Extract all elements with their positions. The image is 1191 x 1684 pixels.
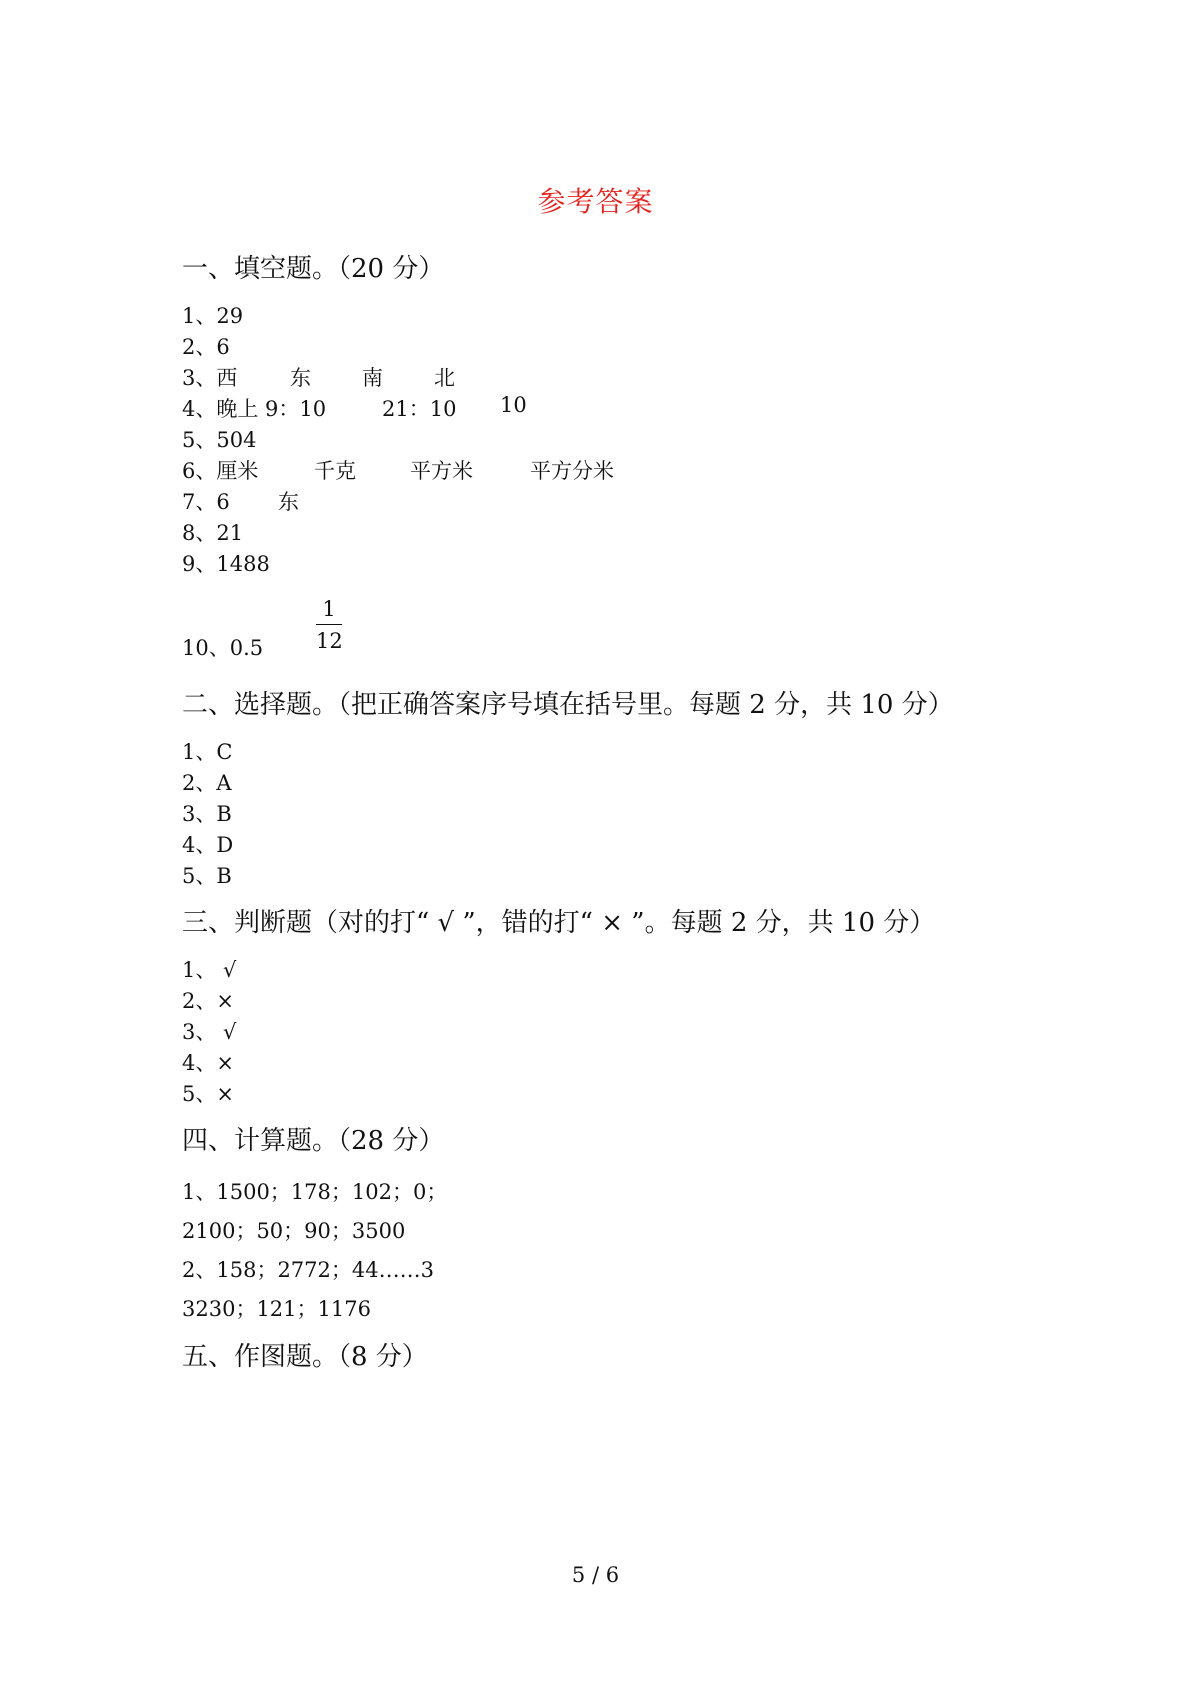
answer-line [182, 300, 243, 330]
answer-text: 4、晚上 9：10 [182, 397, 327, 421]
answer-line: 4、× [182, 1051, 234, 1075]
answer-text: 21：10 [382, 397, 457, 421]
section-heading-calculation: 四、计算题。（28 分） [182, 1126, 445, 1156]
section-heading-multiple-choice: 二、选择题。（把正确答案序号填在括号里。每题 2 分，共 10 分） [182, 690, 954, 720]
section-heading-fill-in: 一、填空题。（20 分） [182, 254, 445, 284]
answer-line [182, 331, 230, 361]
answer-line: 1、C [182, 740, 233, 764]
answer-text: 8、21 [182, 521, 244, 545]
answer-text: 1、29 [182, 304, 244, 328]
answer-text: 北 [434, 366, 455, 390]
answer-line: 2100；50；90；3500 [182, 1219, 406, 1243]
answer-text: 东 [278, 490, 299, 514]
answer-line: 1、 √ [182, 958, 237, 982]
answer-line: 3、B [182, 802, 232, 826]
answer-line: 1、1500；178；102；0； [182, 1180, 448, 1204]
answer-text: 6、厘米 [182, 459, 259, 483]
answer-text: 10、0.5 [182, 636, 264, 660]
answer-line [182, 548, 270, 578]
answer-line: 5、B [182, 864, 232, 888]
answer-text: 南 [362, 366, 383, 390]
fraction-numerator: 1 [322, 597, 336, 621]
answer-text: 3、西 [182, 366, 238, 390]
answer-line [182, 517, 243, 547]
section-heading-true-false: 三、判断题（对的打“ √ ”，错的打“ × ”。每题 2 分，共 10 分） [182, 908, 936, 938]
answer-text: 平方分米 [530, 459, 614, 483]
answer-text: 东 [290, 366, 311, 390]
answer-line [182, 424, 256, 454]
fraction [316, 596, 342, 654]
fraction-denominator: 12 [316, 629, 343, 653]
answer-line: 2、A [182, 771, 232, 795]
answer-text: 千克 [314, 459, 356, 483]
answer-line: 2、× [182, 989, 234, 1013]
fraction-bar [316, 624, 342, 625]
answer-line: 3230；121；1176 [182, 1297, 371, 1321]
answer-text: 9、1488 [182, 552, 270, 576]
answer-line: 2、158；2772；44……3 [182, 1258, 434, 1282]
page-title: 参考答案 [537, 185, 654, 218]
section-heading-drawing: 五、作图题。（8 分） [182, 1342, 428, 1372]
answer-line: 5、× [182, 1082, 234, 1106]
answer-text: 5、504 [182, 428, 257, 452]
answer-text: 平方米 [410, 459, 473, 483]
answer-line: 4、D [182, 833, 234, 857]
answer-line: 3、 √ [182, 1020, 237, 1044]
page-number: 5 / 6 [571, 1563, 620, 1587]
answer-text: 10 [500, 393, 527, 417]
answer-text: 7、6 [182, 490, 230, 514]
answer-text: 2、6 [182, 335, 230, 359]
answer-line [182, 632, 263, 662]
